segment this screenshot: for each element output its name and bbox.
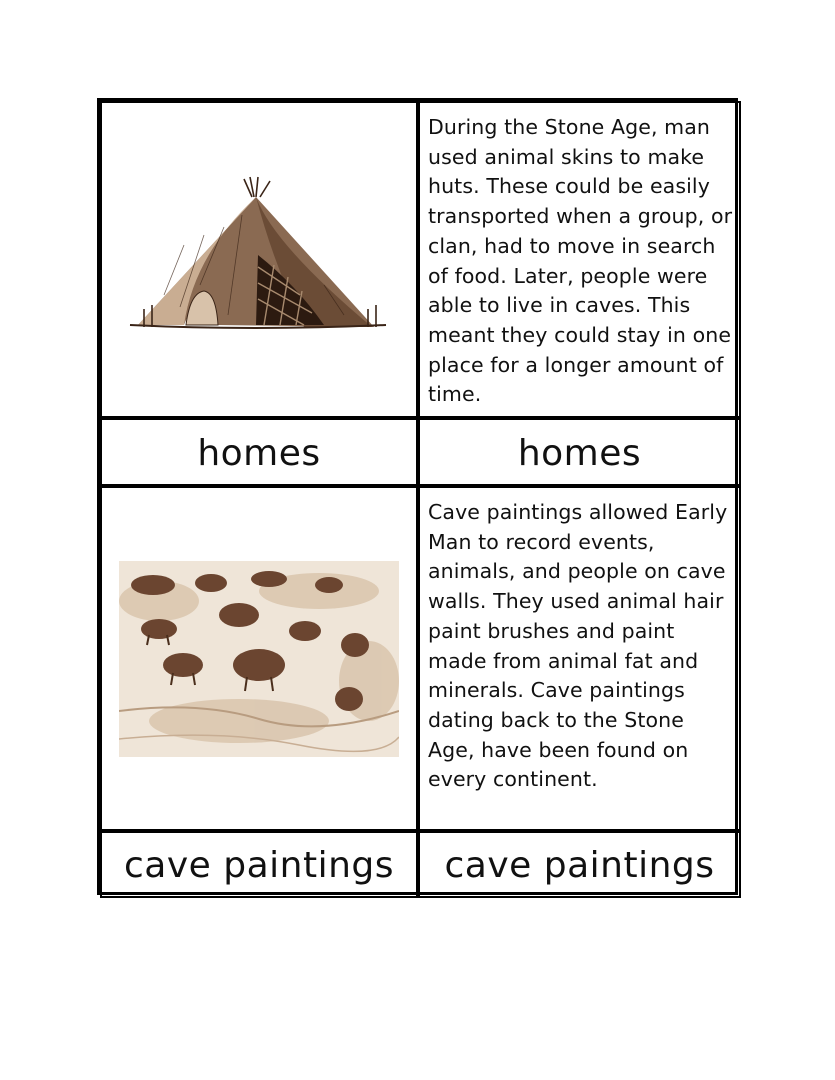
cave-paintings-picture-label-cell xyxy=(100,831,418,898)
cave-paintings-picture-card xyxy=(100,486,418,831)
card-grid xyxy=(97,98,738,895)
cave-paintings-picture-label: cave paintings xyxy=(123,845,395,886)
cave-paintings-description: Cave paintings allowed Early Man to record events, animals, and people on cave walls. They used animal hair paint brushes and paint made from animal fat and minerals. Cave paintings dating back to the Stone Age, have been found on every continent. xyxy=(418,486,741,831)
homes-text-label: homes xyxy=(517,432,642,474)
cave-paintings-text-label: cave paintings xyxy=(444,845,715,886)
cave-painting-icon xyxy=(119,561,399,757)
homes-picture-label: homes xyxy=(197,432,321,474)
skin-hut-icon xyxy=(124,175,394,345)
homes-description: During the Stone Age, man used animal skins to make huts. These could be easily transported when a group, or clan, had to move in search of food. Later, people were able to live in caves. This meant they could stay in one place for a longer amount of time. xyxy=(418,101,741,418)
cave-paintings-text-label-cell xyxy=(418,831,741,898)
homes-picture-card xyxy=(100,101,418,418)
three-part-cards-sheet xyxy=(97,98,738,895)
homes-picture-label-cell xyxy=(100,418,418,486)
homes-text-label-cell xyxy=(418,418,741,486)
